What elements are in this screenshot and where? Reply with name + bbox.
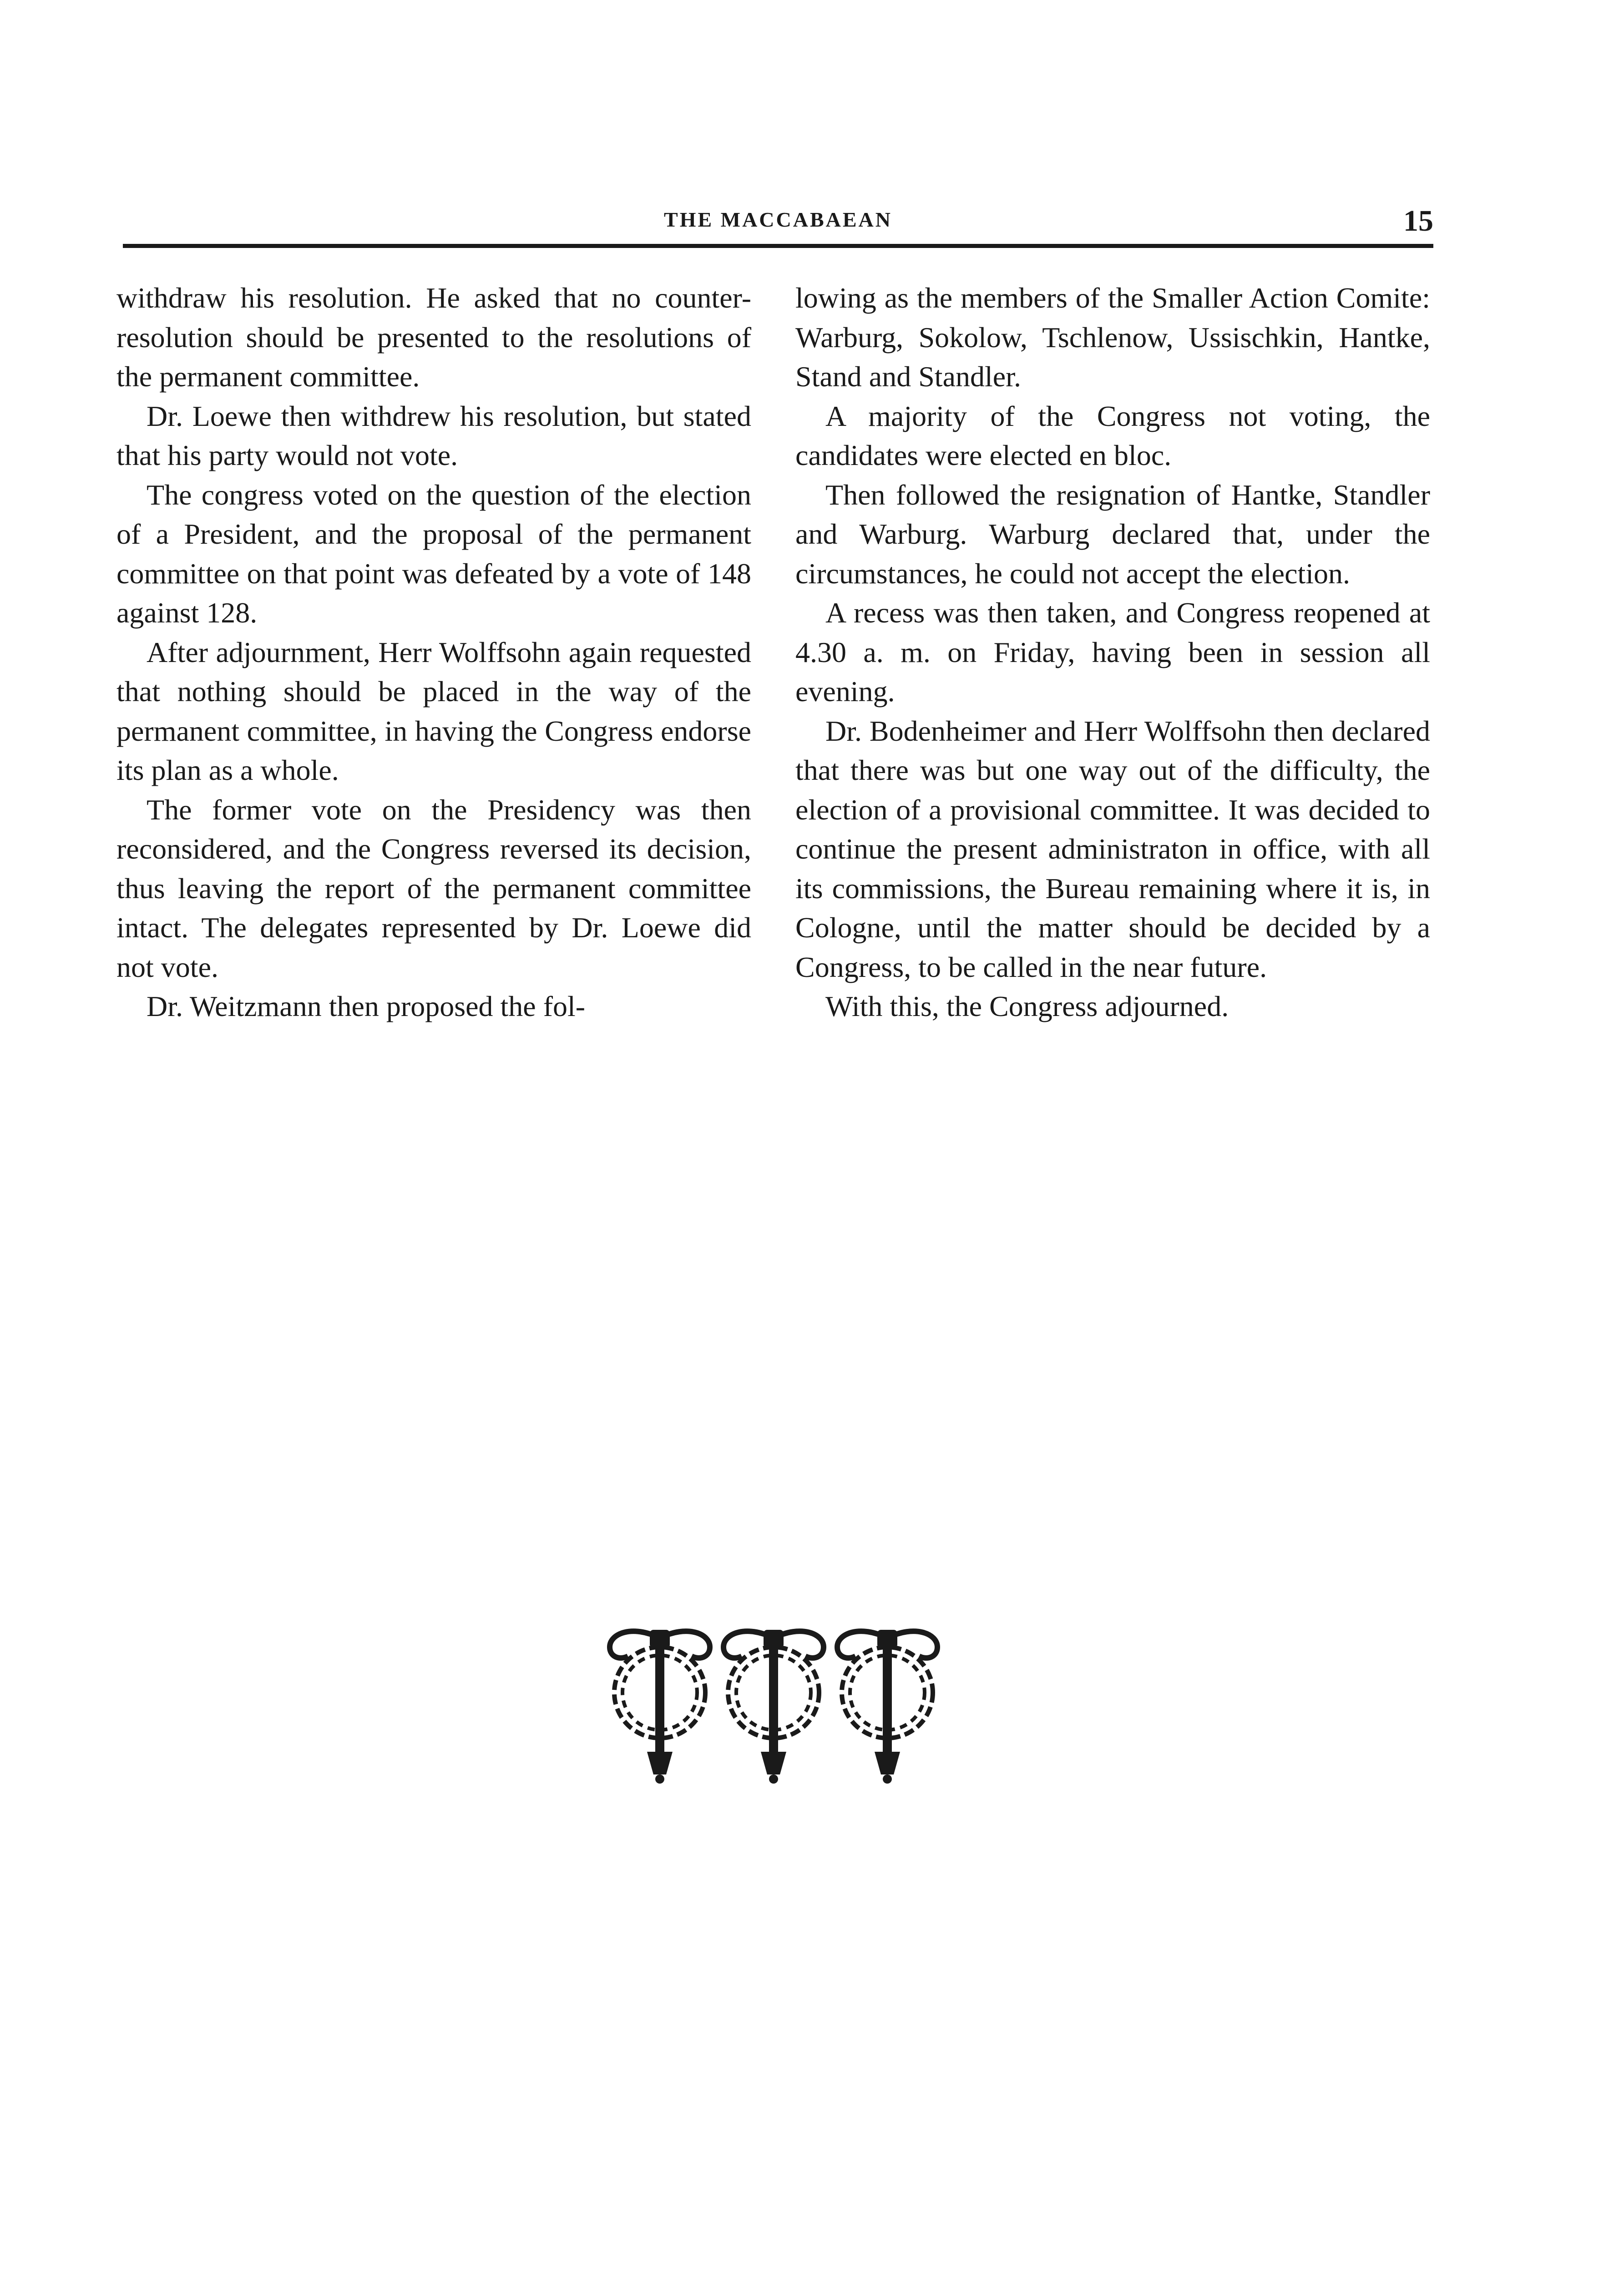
left-column xyxy=(116,278,751,1026)
paragraph: A recess was then taken, and Congress reopened at 4.30 a. m. on Friday, having been in session all evening. xyxy=(795,597,1430,708)
paragraph: Then followed the resignation of Hantke, Standler and Warburg. Warburg declared that, under the circumstances, he could not accept the election. xyxy=(795,478,1430,590)
header-rule xyxy=(123,244,1433,248)
journal-title: THE MACCABAEAN xyxy=(664,208,892,231)
paragraph: Dr. Loewe then withdrew his resolution, but stated that his party would not vote. xyxy=(116,399,751,471)
paragraph: After adjournment, Herr Wolffsohn again requested that nothing should be placed in the way of the permanent committee, in having the Congress endorse its plan as a whole. xyxy=(116,636,751,786)
right-column xyxy=(795,278,1430,1026)
paragraph: Dr. Bodenheimer and Herr Wolffsohn then declared that there was but one way out of the difficulty, the election of a provisional committee. It was decided to continue the present administraton in office, with all its commissions, the Bureau remaining where it is, in Cologne, until the matter should be decided by a Congress, to be called in the near future. xyxy=(795,714,1430,983)
paragraph: A majority of the Congress not voting, the candidates were elected en bloc. xyxy=(795,399,1430,471)
paragraph: withdraw his resolution. He asked that no counter-resolution should be presented to the resolutions of the permanent committee. xyxy=(116,282,751,393)
paragraph: lowing as the members of the Smaller Action Comite: Warburg, Sokolow, Tschlenow, Ussischkin, Hantke, Stand and Standler. xyxy=(795,282,1430,393)
running-head xyxy=(123,204,1433,245)
paragraph: Dr. Weitzmann then proposed the fol- xyxy=(147,990,586,1022)
triple-wreath-ornament-icon xyxy=(596,1624,951,1788)
page-number: 15 xyxy=(1403,204,1433,238)
paragraph: The former vote on the Presidency was then reconsidered, and the Congress reversed its decision, thus leaving the report of the permanent committee intact. The delegates represented by Dr. Loewe did not vote. xyxy=(116,793,751,983)
paragraph: With this, the Congress adjourned. xyxy=(825,990,1229,1022)
paragraph: The congress voted on the question of the election of a President, and the proposal of the permanent committee on that point was defeated by a vote of 148 against 128. xyxy=(116,478,751,629)
